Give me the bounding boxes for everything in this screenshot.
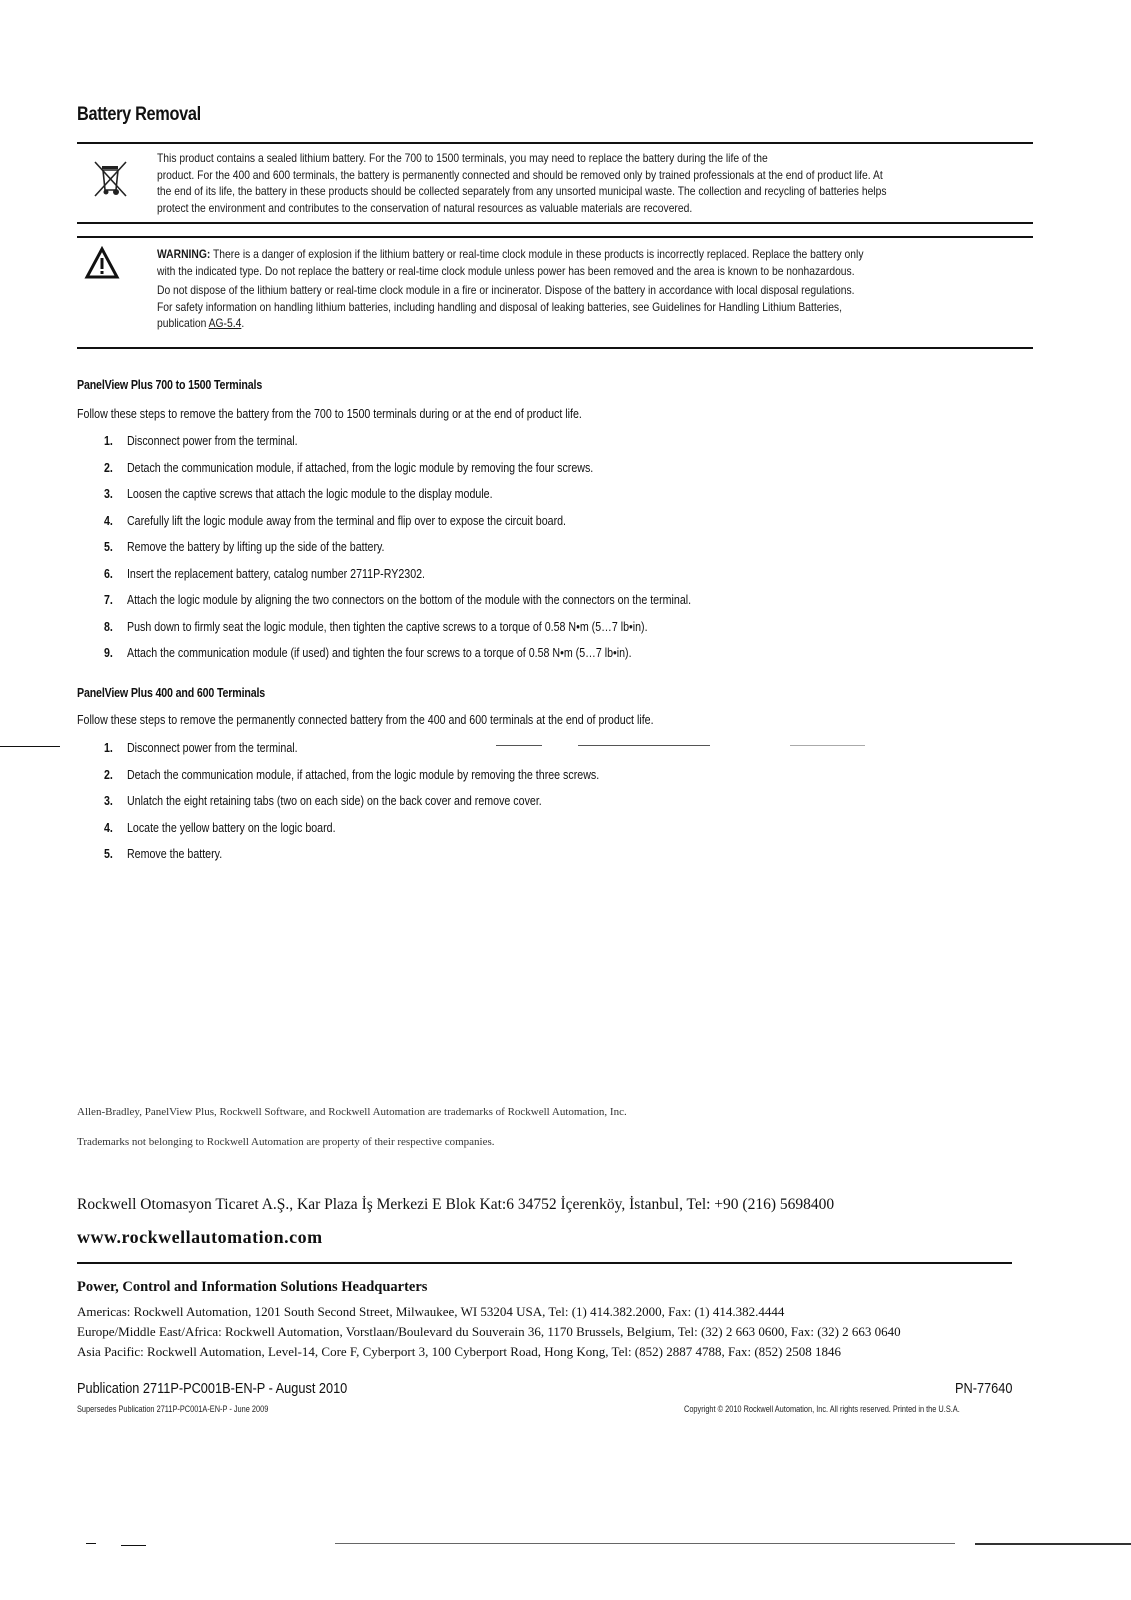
office-emea: Europe/Middle East/Africa: Rockwell Automation, Vorstlaan/Boulevard du Souverain 36, 1170 Brussels, Belgium, Tel: (32) 2 663 0600, Fax: (32) 2 663 0640 (77, 1324, 901, 1339)
section-heading-400-600: PanelView Plus 400 and 600 Terminals (77, 685, 266, 700)
scan-artifact (335, 1543, 955, 1544)
section-intro: Follow these steps to remove the permanently connected battery from the 400 and 600 terminals at the end of product life. (77, 712, 654, 727)
step-item: 5. Remove the battery. (104, 846, 223, 861)
warning-line: with the indicated type. Do not replace the battery or real-time clock module unless power has been removed and the area is known to be nonhazardous. (157, 263, 855, 278)
step-item: 3. Unlatch the eight retaining tabs (two on each side) on the back cover and remove cover. (104, 793, 542, 808)
divider (77, 222, 1033, 224)
steps-list-400-600 (104, 740, 708, 873)
recycling-notice (157, 150, 1034, 216)
office-americas: Americas: Rockwell Automation, 1201 South Second Street, Milwaukee, WI 53204 USA, Tel: (1) 414.382.2000, Fax: (1) 414.382.4444 (77, 1304, 785, 1319)
warning-notice (157, 246, 1034, 332)
warning-line: publication (157, 316, 209, 330)
website-link[interactable]: www.rockwellautomation.com (77, 1227, 323, 1247)
step-item: 4. Locate the yellow battery on the logic board. (104, 819, 336, 835)
steps-list-700-1500 (104, 433, 820, 672)
scan-artifact (975, 1543, 1131, 1545)
office-asia-pacific: Asia Pacific: Rockwell Automation, Level-14, Core F, Cyberport 3, 100 Cyberport Road, Hong Kong, Tel: (852) 2887 4788, Fax: (852) 2508 1846 (77, 1344, 841, 1359)
divider (77, 236, 1033, 238)
warning-line: For safety information on handling lithium batteries, including handling and disposal of leaking batteries, see Guidelines for Handling Lithium Batteries, (157, 299, 842, 314)
scan-artifact (0, 746, 60, 747)
warning-label: WARNING: (157, 247, 211, 261)
crossed-out-wheelie-bin-icon (90, 158, 132, 200)
trademark-notice: Allen-Bradley, PanelView Plus, Rockwell Software, and Rockwell Automation are trademarks of Rockwell Automation, Inc. (77, 1106, 627, 1118)
step-item: 8. Push down to firmly seat the logic module, then tighten the captive screws to a torque of 0.58 N•m (5…7 lb•in). (104, 618, 648, 634)
notice-line: protect the environment and contributes to the conservation of natural resources as valuable materials are recovered. (157, 200, 693, 215)
scan-artifact (496, 745, 542, 746)
section-heading-700-1500: PanelView Plus 700 to 1500 Terminals (77, 377, 263, 392)
scan-artifact (121, 1545, 146, 1546)
step-item: 5. Remove the battery by lifting up the side of the battery. (104, 539, 385, 554)
step-item: 4. Carefully lift the logic module away from the terminal and flip over to expose the circuit board. (104, 512, 567, 528)
divider (77, 1262, 1012, 1264)
step-item: 6. Insert the replacement battery, catalog number 2711P-RY2302. (104, 565, 426, 581)
office-list (77, 1302, 901, 1362)
turkey-address: Rockwell Otomasyon Ticaret A.Ş., Kar Plaza İş Merkezi E Blok Kat:6 34752 İçerenköy, İstanbul, Tel: +90 (216) 5698400 (77, 1196, 835, 1213)
headquarters-heading: Power, Control and Information Solutions Headquarters (77, 1279, 428, 1295)
scan-artifact (86, 1543, 96, 1544)
step-item: 9. Attach the communication module (if used) and tighten the four screws to a torque of 0.58 N•m (5…7 lb•in). (104, 645, 632, 660)
step-item: 2. Detach the communication module, if attached, from the logic module by removing the four screws. (104, 459, 594, 475)
part-number: PN-77640 (955, 1380, 1013, 1397)
supersedes-notice: Supersedes Publication 2711P-PC001A-EN-P - June 2009 (77, 1404, 269, 1414)
warning-line: Do not dispose of the lithium battery or real-time clock module in a fire or incinerator. Dispose of the battery in accordance with local disposal regulations. (157, 283, 855, 297)
scan-artifact (578, 745, 710, 746)
publication-link[interactable]: AG-5.4 (208, 316, 242, 330)
copyright-notice: Copyright © 2010 Rockwell Automation, Inc. All rights reserved. Printed in the U.S.A. (684, 1404, 960, 1414)
notice-line: This product contains a sealed lithium battery. For the 700 to 1500 terminals, you may need to replace the battery during the life of the (157, 151, 768, 165)
publication-number: Publication 2711P-PC001B-EN-P - August 2010 (77, 1380, 348, 1397)
step-item: 1. Disconnect power from the terminal. (104, 433, 298, 448)
divider (77, 142, 1033, 144)
warning-line: . (241, 316, 245, 330)
step-item: 1. Disconnect power from the terminal. (104, 740, 298, 755)
scan-artifact (790, 745, 865, 746)
step-item: 2. Detach the communication module, if attached, from the logic module by removing the three screws. (104, 766, 600, 782)
notice-line: the end of its life, the battery in these products should be collected separately from any unsorted municipal waste. The collection and recycling of batteries helps (157, 184, 887, 198)
section-intro: Follow these steps to remove the battery from the 700 to 1500 terminals during or at the end of product life. (77, 406, 582, 421)
warning-triangle-icon (84, 246, 120, 280)
page-title: Battery Removal (77, 104, 201, 125)
step-item: 3. Loosen the captive screws that attach the logic module to the display module. (104, 486, 493, 501)
trademark-notice: Trademarks not belonging to Rockwell Automation are property of their respective companies. (77, 1136, 495, 1148)
notice-line: product. For the 400 and 600 terminals, the battery is permanently connected and should be removed only by trained professionals at the end of product life. At (157, 167, 883, 182)
warning-line: There is a danger of explosion if the lithium battery or real-time clock module in these products is incorrectly replaced. Replace the battery only (210, 247, 864, 261)
step-item: 7. Attach the logic module by aligning the two connectors on the bottom of the module with the connectors on the terminal. (104, 592, 692, 607)
divider (77, 347, 1033, 349)
